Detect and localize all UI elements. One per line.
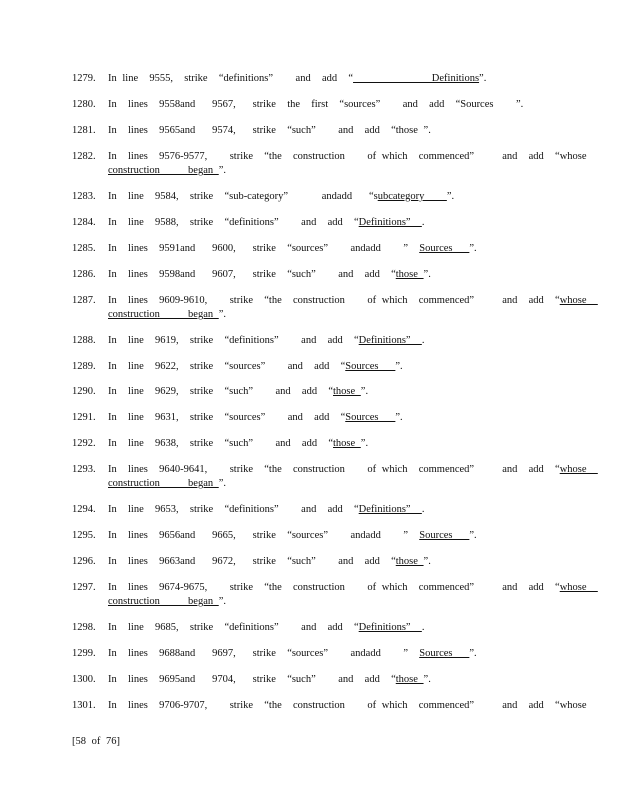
amendment-number: 1291. [72, 412, 96, 423]
instruction-text: In lines 9640-9641, strike “the construction of which commenced” and add “ [108, 464, 560, 475]
instruction-text: In line 9584, strike “sub-category” andadd “s [108, 191, 378, 202]
amendment-text [108, 581, 598, 609]
page-number: [58 of 76] [72, 736, 120, 747]
amendment-text [108, 463, 598, 491]
amendment-text [108, 529, 538, 543]
amendment-text [108, 98, 538, 112]
amendment-line [108, 621, 538, 635]
amendment-line [108, 463, 598, 477]
inserted-text: Definitions” [358, 622, 422, 633]
closing-punctuation: ”. [479, 73, 487, 84]
inserted-text: those [333, 386, 361, 397]
closing-punctuation: ”. [218, 596, 227, 607]
amendment-line [108, 72, 538, 86]
amendment-line [108, 699, 587, 713]
amendment-text [108, 411, 538, 425]
closing-punctuation: . [421, 622, 425, 633]
instruction-text: In line 9685, strike “definitions” and add “ [108, 622, 359, 633]
amendment-number: 1288. [72, 335, 96, 346]
amendment-text [108, 72, 538, 86]
amendment-number: 1292. [72, 438, 96, 449]
amendment-line [108, 216, 538, 230]
closing-punctuation: . [421, 335, 425, 346]
instruction-text: In lines 9688and 9697, strike “sources” andadd ” [108, 648, 420, 659]
inserted-text: those [395, 269, 424, 280]
amendment-text [108, 503, 538, 517]
amendment-line [108, 503, 538, 517]
amendment-text [108, 437, 538, 451]
inserted-text: ubcategory [377, 191, 447, 202]
amendment-line [108, 647, 538, 661]
amendment-line [108, 124, 538, 138]
closing-punctuation: ”. [423, 556, 431, 567]
inserted-text: construction began [108, 596, 219, 607]
closing-punctuation: . [421, 217, 425, 228]
amendment-line [108, 581, 598, 595]
closing-punctuation: ”. [446, 191, 455, 202]
amendment-number: 1301. [72, 700, 96, 711]
amendment-text [108, 242, 538, 256]
inserted-text: whose [559, 464, 598, 475]
amendment-text [108, 124, 538, 138]
amendment-line [108, 98, 538, 112]
amendment-number: 1287. [72, 295, 96, 306]
amendment-number: 1283. [72, 191, 96, 202]
instruction-text: In line 9653, strike “definitions” and add “ [108, 504, 359, 515]
inserted-text: Sources [419, 243, 470, 254]
amendment-text [108, 360, 538, 374]
inserted-text: Definitions” [358, 504, 422, 515]
amendment-number: 1293. [72, 464, 96, 475]
amendment-text [108, 555, 538, 569]
amendment-number: 1297. [72, 582, 96, 593]
closing-punctuation: ”. [360, 438, 369, 449]
instruction-text: In lines 9558and 9567, strike the first “sources” and add “Sources [108, 99, 516, 110]
amendment-text [108, 673, 538, 687]
inserted-text: Definitions [353, 73, 480, 84]
amendment-line [108, 308, 538, 322]
closing-punctuation: ”. [360, 386, 369, 397]
amendment-number: 1280. [72, 99, 96, 110]
amendment-text [108, 216, 538, 230]
amendment-text [108, 190, 538, 204]
inserted-text: Sources [419, 648, 470, 659]
amendment-line [108, 242, 538, 256]
inserted-text: construction began [108, 478, 219, 489]
inserted-text: those [395, 674, 424, 685]
instruction-text: In lines 9706-9707, strike “the construction of which commenced” and add “whose [108, 700, 587, 711]
amendment-line [108, 595, 538, 609]
closing-punctuation: ”. [395, 412, 403, 423]
amendment-line [108, 437, 538, 451]
closing-punctuation: ”. [218, 165, 227, 176]
instruction-text: In lines 9576-9577, strike “the construction of which commenced” and add “whose [108, 151, 587, 162]
amendment-text [108, 334, 538, 348]
amendment-number: 1299. [72, 648, 96, 659]
amendment-line [108, 360, 538, 374]
amendment-number: 1284. [72, 217, 96, 228]
amendment-line [108, 334, 538, 348]
closing-punctuation: ”. [469, 648, 477, 659]
instruction-text: In lines 9565and 9574, strike “such” and add “those [108, 125, 424, 136]
amendment-number: 1279. [72, 73, 96, 84]
inserted-text: Definitions” [358, 217, 422, 228]
inserted-text: whose [559, 295, 598, 306]
instruction-text: In line 9631, strike “sources” and add “ [108, 412, 346, 423]
amendment-number: 1296. [72, 556, 96, 567]
instruction-text: In lines 9674-9675, strike “the construction of which commenced” and add “ [108, 582, 560, 593]
amendment-text [108, 268, 538, 282]
closing-punctuation: ”. [423, 125, 431, 136]
inserted-text: those [395, 556, 424, 567]
amendment-number: 1295. [72, 530, 96, 541]
amendment-number: 1285. [72, 243, 96, 254]
closing-punctuation: ”. [423, 269, 431, 280]
instruction-text: In lines 9663and 9672, strike “such” and add “ [108, 556, 396, 567]
instruction-text: In lines 9598and 9607, strike “such” and add “ [108, 269, 396, 280]
closing-punctuation: ”. [395, 361, 403, 372]
inserted-text: construction began [108, 165, 219, 176]
instruction-text: In line 9588, strike “definitions” and add “ [108, 217, 359, 228]
amendment-line [108, 164, 538, 178]
instruction-text: In line 9555, strike “definitions” and add “ [108, 73, 354, 84]
amendment-text [108, 621, 538, 635]
instruction-text: In lines 9591and 9600, strike “sources” andadd ” [108, 243, 420, 254]
amendment-text [108, 385, 538, 399]
amendment-line [108, 477, 538, 491]
closing-punctuation: ”. [423, 674, 431, 685]
instruction-text: In line 9629, strike “such” and add “ [108, 386, 333, 397]
instruction-text: In line 9619, strike “definitions” and add “ [108, 335, 359, 346]
amendment-number: 1294. [72, 504, 96, 515]
closing-punctuation: ”. [469, 530, 477, 541]
amendment-line [108, 268, 538, 282]
amendment-line [108, 385, 538, 399]
amendment-number: 1300. [72, 674, 96, 685]
amendment-line [108, 529, 538, 543]
closing-punctuation: ”. [218, 478, 227, 489]
closing-punctuation: ”. [515, 99, 524, 110]
amendment-number: 1298. [72, 622, 96, 633]
inserted-text: whose [559, 582, 598, 593]
amendment-number: 1289. [72, 361, 96, 372]
amendment-line [108, 150, 587, 164]
amendment-line [108, 411, 538, 425]
instruction-text: In line 9638, strike “such” and add “ [108, 438, 333, 449]
amendment-line [108, 673, 538, 687]
inserted-text: Definitions” [358, 335, 422, 346]
instruction-text: In lines 9695and 9704, strike “such” and add “ [108, 674, 396, 685]
amendment-number: 1281. [72, 125, 96, 136]
instruction-text: In lines 9656and 9665, strike “sources” andadd ” [108, 530, 420, 541]
instruction-text: In line 9622, strike “sources” and add “ [108, 361, 346, 372]
closing-punctuation: ”. [218, 309, 227, 320]
amendment-text [108, 699, 587, 713]
inserted-text: construction began [108, 309, 219, 320]
inserted-text: Sources [345, 361, 396, 372]
amendment-line [108, 294, 598, 308]
amendment-line [108, 555, 538, 569]
closing-punctuation: ”. [469, 243, 477, 254]
amendment-text [108, 647, 538, 661]
inserted-text: Sources [419, 530, 470, 541]
amendment-text [108, 150, 587, 178]
amendment-number: 1290. [72, 386, 96, 397]
inserted-text: those [333, 438, 361, 449]
instruction-text: In lines 9609-9610, strike “the construction of which commenced” and add “ [108, 295, 560, 306]
amendment-line [108, 190, 538, 204]
inserted-text: Sources [345, 412, 396, 423]
amendment-number: 1282. [72, 151, 96, 162]
closing-punctuation: . [421, 504, 425, 515]
amendment-text [108, 294, 598, 322]
amendment-number: 1286. [72, 269, 96, 280]
